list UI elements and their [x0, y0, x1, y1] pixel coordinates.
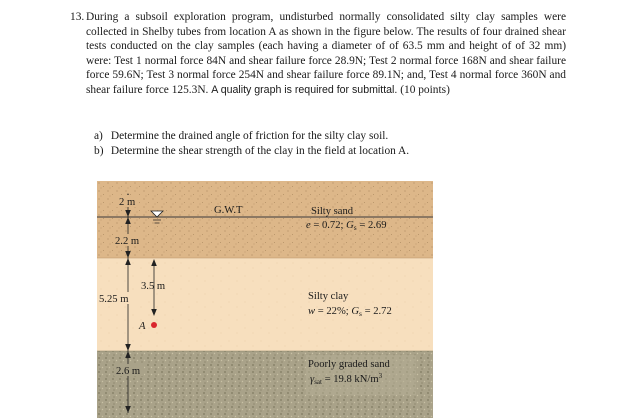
question-intro: During a subsoil exploration program, undisturbed normally consolidated silty clay samples were collected in Shelby tubes from location A as shown in the figure below. The results of four drained shear tests conducted on the clay samples (each having a diameter of of 63.5 mm and height of of 32 mm) were: Test 1 normal force 84N and shear failure force 28.9N; Test 2 normal force 168N and shear failure force 59.6N; Test 3 normal force 254N and shear failure force 89.1N; and, Test 4 normal force 360N and shear failure force 125.3N.	[86, 11, 566, 96]
question-number: 13.	[70, 11, 85, 23]
gwt-label: G.W.T	[214, 205, 243, 216]
question-parts	[94, 129, 409, 158]
soil-profile-figure	[97, 181, 433, 418]
poorly-graded-sand-name: Poorly graded sand	[308, 359, 390, 370]
silty-clay-props: w = 22%; Gs = 2.72	[308, 306, 392, 318]
part-a-label: a)	[94, 130, 103, 142]
part-a-text: Determine the drained angle of friction for the silty clay soil.	[110, 130, 389, 142]
point-a-label: A	[139, 321, 146, 332]
part-b-label: b)	[94, 144, 104, 157]
silty-sand-name: Silty sand	[311, 206, 354, 217]
dim-lower-sand: 2.2 m	[115, 236, 140, 247]
question-points: (10 points)	[400, 83, 450, 96]
silty-sand-props: e = 0.72; Gs = 2.69	[306, 220, 387, 232]
question-block	[70, 10, 566, 98]
soil-profile-svg	[97, 181, 433, 418]
point-a-marker	[151, 322, 157, 328]
part-a	[94, 129, 409, 144]
dim-top-sand: 2 m	[119, 197, 136, 208]
dim-bottom-sand: 2.6 m	[116, 366, 141, 377]
dim-clay-to-a: 3.5 m	[141, 281, 166, 292]
dim-clay-total: 5.25 m	[99, 294, 129, 305]
part-b-text: Determine the shear strength of the clay in the field at location A.	[110, 144, 410, 157]
question-note: A quality graph is required for submittal.	[211, 83, 398, 96]
part-b	[94, 144, 409, 159]
silty-clay-name: Silty clay	[308, 291, 349, 302]
poorly-graded-sand-props: γsat = 19.8 $kN/m^3$	[310, 372, 383, 386]
question-text	[86, 10, 566, 98]
